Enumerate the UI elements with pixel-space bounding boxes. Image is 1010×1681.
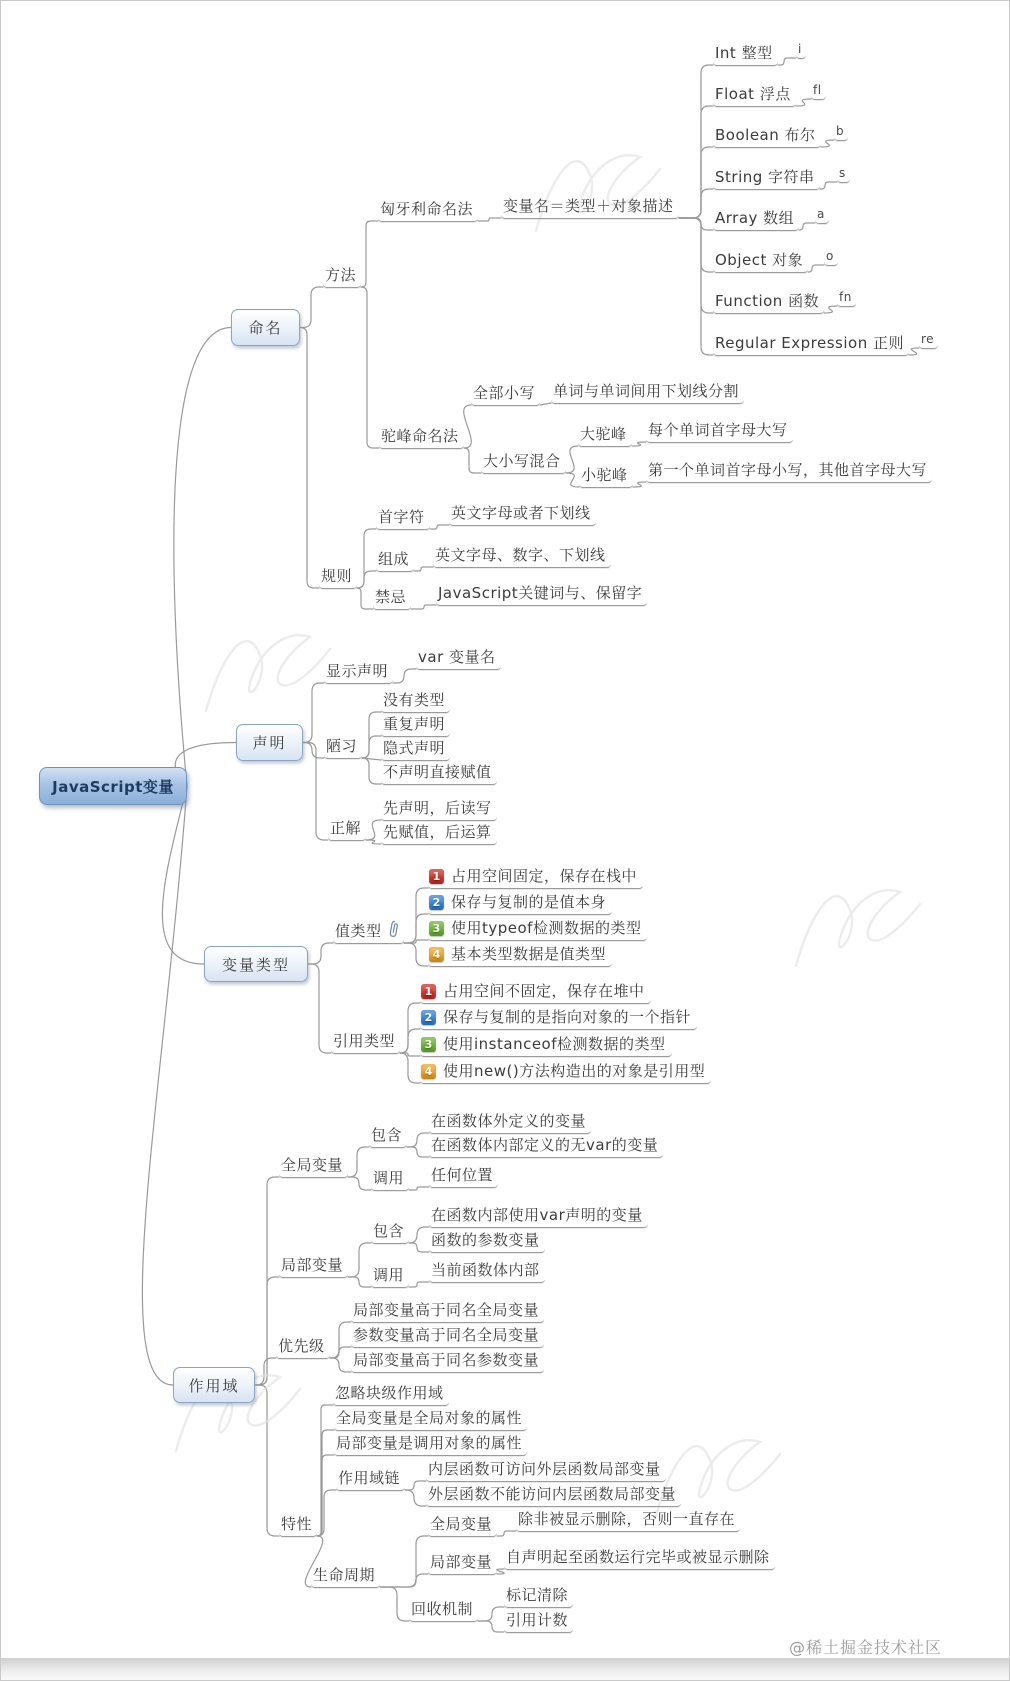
node-label: 匈牙利命名法: [380, 200, 474, 218]
node-ch1[interactable]: [426, 1461, 666, 1482]
number-4-badge-icon: 4: [421, 1064, 436, 1079]
node-s-re[interactable]: [919, 333, 938, 349]
node-rules[interactable]: [319, 568, 357, 589]
node-label: 使用instanceof检测数据的类型: [443, 1035, 666, 1053]
node-label: Int 整型: [715, 44, 773, 62]
node-label: 先声明，后读写: [383, 799, 492, 817]
node-label: 命名: [248, 319, 283, 337]
node-label: 保存与复制的是指向对象的一个指针: [443, 1008, 692, 1026]
node-mark[interactable]: [504, 1587, 573, 1608]
node-label: 标记清除: [506, 1586, 569, 1604]
node-formula[interactable]: [501, 198, 679, 219]
node-label: Regular Expression 正则: [715, 334, 904, 352]
node-lifel[interactable]: [428, 1554, 497, 1575]
node-ch2[interactable]: [426, 1486, 681, 1507]
node-priority[interactable]: [276, 1338, 330, 1359]
node-label: 组成: [378, 550, 410, 568]
node-label: 小驼峰: [581, 466, 628, 484]
node-label: o: [826, 249, 834, 263]
node-tr1[interactable]: [333, 1385, 449, 1406]
node-p2[interactable]: [351, 1327, 544, 1348]
node-refcount[interactable]: [504, 1612, 573, 1633]
node-t-array[interactable]: [713, 210, 799, 231]
node-label: 英文字母、数字、下划线: [435, 546, 606, 564]
node-label: JavaScript关键词与、保留字: [438, 584, 643, 602]
node-label: 使用new()方法构造出的对象是引用型: [443, 1062, 706, 1080]
node-v4[interactable]: [428, 946, 612, 967]
node-label: 忽略块级作用域: [335, 1384, 444, 1402]
node-naming[interactable]: [231, 309, 300, 346]
node-lcall[interactable]: [371, 1267, 409, 1288]
node-g1[interactable]: [429, 1113, 591, 1134]
node-c1[interactable]: [381, 800, 497, 821]
node-label: a: [817, 207, 825, 221]
node-camel[interactable]: [379, 428, 464, 449]
node-label: 除非被显示删除，否则一直存在: [518, 1510, 736, 1528]
node-root[interactable]: [39, 767, 187, 805]
node-lcamel[interactable]: [579, 467, 633, 488]
node-l1[interactable]: [429, 1207, 648, 1228]
node-label: 隐式声明: [383, 739, 446, 757]
node-tr2[interactable]: [334, 1410, 527, 1431]
node-label: 自声明起至函数运行完毕或被显示删除: [506, 1548, 770, 1566]
node-taboo[interactable]: [373, 589, 411, 610]
node-label: 外层函数不能访问内层函数局部变量: [428, 1485, 677, 1503]
node-composedesc[interactable]: [433, 547, 611, 568]
node-local[interactable]: [279, 1257, 348, 1278]
node-lifeg[interactable]: [428, 1516, 497, 1537]
node-label: 全局变量: [430, 1515, 493, 1533]
number-2-badge-icon: 2: [421, 1010, 436, 1025]
node-label: 占用空间不固定，保存在堆中: [443, 982, 645, 1000]
node-chain[interactable]: [336, 1470, 405, 1491]
node-label: 作用域链: [338, 1469, 401, 1487]
node-t-int[interactable]: [713, 45, 778, 66]
node-label: 在函数内部使用var声明的变量: [431, 1206, 643, 1224]
node-t-object[interactable]: [713, 252, 808, 273]
node-label: String 字符串: [715, 168, 815, 186]
node-label: i: [798, 42, 802, 56]
node-label: re: [921, 332, 935, 346]
node-label: 生命周期: [313, 1566, 376, 1584]
node-label: 在函数体外定义的变量: [431, 1112, 587, 1130]
node-label: 值类型: [335, 922, 382, 940]
node-tr3[interactable]: [334, 1435, 527, 1456]
node-label: 优先级: [278, 1337, 325, 1355]
number-4-badge-icon: 4: [429, 947, 444, 962]
node-label: 重复声明: [383, 715, 446, 733]
node-reftype[interactable]: [331, 1033, 400, 1054]
node-label: 陋习: [326, 737, 358, 755]
node-t-func[interactable]: [713, 293, 824, 314]
node-bh4[interactable]: [381, 764, 497, 785]
node-label: b: [836, 124, 845, 138]
node-label: 任何位置: [431, 1166, 494, 1184]
node-label: Function 函数: [715, 292, 820, 310]
number-1-badge-icon: 1: [429, 869, 444, 884]
node-label: 包含: [371, 1126, 403, 1144]
node-label: 声明: [252, 734, 287, 752]
node-linc[interactable]: [371, 1223, 409, 1244]
node-label: 方法: [325, 266, 357, 284]
node-label: 规则: [321, 567, 353, 585]
node-label: 大驼峰: [580, 425, 627, 443]
number-2-badge-icon: 2: [429, 895, 444, 910]
node-gcalldesc[interactable]: [429, 1167, 498, 1188]
node-v2[interactable]: [428, 894, 612, 915]
node-v3[interactable]: [428, 920, 647, 941]
number-3-badge-icon: 3: [429, 921, 444, 936]
node-label: 作用域: [188, 1376, 240, 1395]
node-lcalldesc[interactable]: [429, 1262, 545, 1283]
node-lifegdesc[interactable]: [516, 1511, 740, 1532]
node-ucameldesc[interactable]: [646, 422, 793, 443]
node-label: 函数的参数变量: [431, 1231, 540, 1249]
node-global[interactable]: [279, 1157, 348, 1178]
node-s-o[interactable]: [824, 250, 838, 266]
node-label: 不声明直接赋值: [383, 763, 492, 781]
node-declare[interactable]: [236, 724, 303, 761]
node-label: JavaScript变量: [52, 777, 174, 796]
node-explicit[interactable]: [324, 663, 393, 684]
node-ginc[interactable]: [369, 1127, 407, 1148]
node-bh1[interactable]: [381, 692, 450, 713]
node-label: 没有类型: [383, 691, 446, 709]
node-v1[interactable]: [428, 868, 643, 889]
node-ucamel[interactable]: [578, 426, 632, 447]
node-label: 驼峰命名法: [381, 427, 459, 445]
node-gcall[interactable]: [371, 1170, 409, 1191]
node-t-float[interactable]: [713, 86, 796, 107]
node-label: fl: [813, 83, 822, 97]
node-label: 包含: [373, 1222, 405, 1240]
node-label: 显示声明: [326, 662, 389, 680]
node-label: 局部变量: [430, 1553, 493, 1571]
node-traits[interactable]: [279, 1516, 317, 1537]
node-label: 第一个单词首字母小写，其他首字母大写: [648, 461, 928, 479]
node-correct[interactable]: [328, 820, 366, 841]
node-label: Array 数组: [715, 209, 795, 227]
node-label: 大小写混合: [483, 452, 561, 470]
node-taboodesc[interactable]: [436, 585, 647, 606]
node-label: 调用: [373, 1266, 405, 1284]
node-label: 调用: [373, 1169, 405, 1187]
node-firstchar[interactable]: [376, 509, 430, 530]
node-label: 占用空间固定，保存在栈中: [451, 867, 638, 885]
node-label: 变量类型: [221, 955, 290, 974]
node-lcameldesc[interactable]: [646, 462, 932, 483]
node-label: 基本类型数据是值类型: [451, 945, 607, 963]
node-vartype[interactable]: [204, 946, 308, 982]
node-life[interactable]: [311, 1567, 380, 1588]
node-label: Float 浮点: [715, 85, 791, 103]
node-lowerdesc[interactable]: [551, 383, 744, 404]
node-lower[interactable]: [471, 385, 540, 406]
node-label: 在函数体内部定义的无var的变量: [431, 1136, 659, 1154]
node-s-a[interactable]: [815, 208, 829, 224]
node-r1[interactable]: [420, 983, 651, 1004]
node-r3[interactable]: [420, 1036, 672, 1057]
node-mixed[interactable]: [481, 453, 566, 474]
node-label: 引用计数: [506, 1611, 569, 1629]
node-label: 英文字母或者下划线: [451, 504, 591, 522]
node-label: var 变量名: [418, 648, 496, 666]
node-bh2[interactable]: [381, 716, 450, 737]
node-label: 局部变量高于同名参数变量: [353, 1351, 540, 1369]
node-r2[interactable]: [420, 1009, 697, 1030]
node-label: 局部变量: [281, 1256, 344, 1274]
node-label: 全局变量: [281, 1156, 344, 1174]
node-label: 每个单词首字母大写: [648, 421, 788, 439]
node-s-fl[interactable]: [811, 84, 826, 100]
node-badhabit[interactable]: [324, 738, 362, 759]
node-label: 参数变量高于同名全局变量: [353, 1326, 540, 1344]
node-l2[interactable]: [429, 1232, 545, 1253]
paperclip-icon: [386, 919, 400, 940]
node-firstchardesc[interactable]: [449, 505, 596, 526]
number-1-badge-icon: 1: [421, 984, 436, 999]
node-label: 局部变量是调用对象的属性: [336, 1434, 523, 1452]
node-compose[interactable]: [376, 551, 414, 572]
node-t-regexp[interactable]: [713, 335, 909, 356]
node-valuetype[interactable]: [333, 920, 404, 944]
node-label: 保存与复制的是值本身: [451, 893, 607, 911]
node-r4[interactable]: [420, 1063, 711, 1084]
node-recycle[interactable]: [409, 1601, 478, 1622]
node-label: Boolean 布尔: [715, 126, 816, 144]
node-label: 当前函数体内部: [431, 1261, 540, 1279]
node-label: 使用typeof检测数据的类型: [451, 919, 642, 937]
node-t-string[interactable]: [713, 169, 820, 190]
node-s-fn[interactable]: [837, 291, 856, 307]
node-bh3[interactable]: [381, 740, 450, 761]
node-method[interactable]: [323, 267, 361, 288]
node-label: 变量名＝类型＋对象描述: [503, 197, 674, 215]
node-label: fn: [839, 290, 852, 304]
node-p3[interactable]: [351, 1352, 544, 1373]
node-label: 内层函数可访问外层函数局部变量: [428, 1460, 661, 1478]
node-label: s: [839, 166, 846, 180]
node-label: 全局变量是全局对象的属性: [336, 1409, 523, 1427]
node-label: 首字符: [378, 508, 425, 526]
node-label: 引用类型: [333, 1032, 396, 1050]
node-lifeldesc[interactable]: [504, 1549, 775, 1570]
node-label: 局部变量高于同名全局变量: [353, 1301, 540, 1319]
node-varname[interactable]: [416, 649, 501, 670]
node-p1[interactable]: [351, 1302, 544, 1323]
bottom-gradient-bar: [1, 1658, 1009, 1680]
node-t-bool[interactable]: [713, 127, 821, 148]
node-hungarian[interactable]: [378, 201, 478, 222]
node-label: 禁忌: [375, 588, 407, 606]
node-g2[interactable]: [429, 1137, 663, 1158]
node-s-s[interactable]: [837, 167, 850, 183]
node-s-b[interactable]: [834, 125, 848, 141]
node-label: 先赋值，后运算: [383, 823, 492, 841]
node-label: 回收机制: [411, 1600, 474, 1618]
node-c2[interactable]: [381, 824, 497, 845]
number-3-badge-icon: 3: [421, 1037, 436, 1052]
node-scope[interactable]: [173, 1367, 255, 1403]
node-label: 正解: [330, 819, 362, 837]
node-s-i[interactable]: [796, 43, 806, 59]
node-label: 单词与单词间用下划线分割: [553, 382, 740, 400]
node-label: 全部小写: [473, 384, 536, 402]
node-label: Object 对象: [715, 251, 804, 269]
watermark-text: @稀土掘金技术社区: [789, 1638, 943, 1657]
node-label: 特性: [281, 1515, 313, 1533]
